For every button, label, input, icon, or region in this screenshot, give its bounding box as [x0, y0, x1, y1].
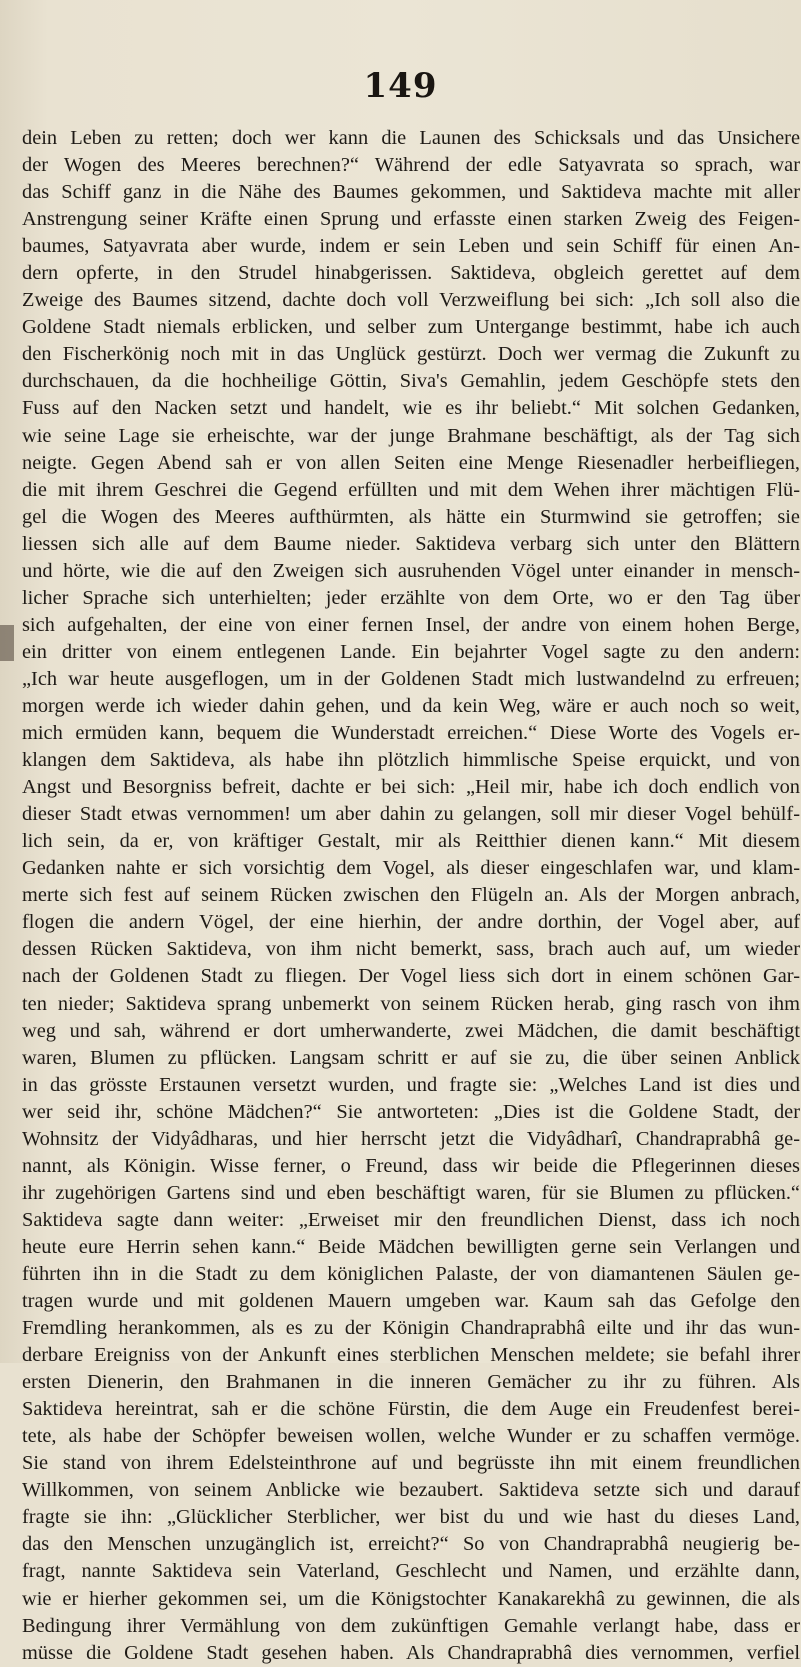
- text-line: und hörte, wie die auf den Zweigen sich ausruhenden Vögel unter einander in mensch-: [22, 559, 800, 582]
- text-line: das Schiff ganz in die Nähe des Baumes gekommen, und Saktideva machte mit aller: [22, 181, 800, 204]
- text-line: lich sein, da er, von kräftiger Gestalt, mir als Reitthier dienen kann.“ Mit diesem: [22, 830, 800, 853]
- text-line: wie seine Lage sie erheischte, war der junge Brahmane beschäftigt, als der Tag sich: [22, 424, 800, 447]
- text-line: Wohnsitz der Vidyâdharas, und hier herrscht jetzt die Vidyâdharî, Chandraprabhâ ge-: [22, 1127, 800, 1150]
- text-line: ihr zugehörigen Gartens sind und eben beschäftigt waren, für sie Blumen zu pflücken.“: [22, 1181, 800, 1204]
- text-line: die mit ihrem Geschrei die Gegend erfüllten und mit dem Wehen ihrer mächtigen Flü-: [22, 478, 800, 501]
- text-line: neigte. Gegen Abend sah er von allen Seiten eine Menge Riesenadler herbeifliegen,: [22, 451, 800, 474]
- text-line: tragen wurde und mit goldenen Mauern umgeben war. Kaum sah das Gefolge den: [22, 1290, 800, 1313]
- text-line: flogen die andern Vögel, der eine hierhin, der andre dorthin, der Vogel aber, auf: [22, 911, 800, 934]
- text-line: tete, als habe der Schöpfer beweisen wollen, welche Wunder er zu schaffen vermöge.: [22, 1425, 800, 1448]
- text-line: morgen werde ich wieder dahin gehen, und da kein Weg, wäre er auch noch so weit,: [22, 694, 800, 717]
- text-line: fragt, nannte Saktideva sein Vaterland, Geschlecht und Namen, und erzählte dann,: [22, 1560, 800, 1583]
- page-number: 149: [363, 66, 438, 106]
- text-line: mich ermüden kann, bequem die Wunderstadt erreichen.“ Diese Worte des Vogels er-: [22, 722, 800, 745]
- text-line: Willkommen, von seinem Anblicke wie bezaubert. Saktideva setzte sich und darauf: [22, 1479, 800, 1502]
- text-line: durchschauen, da die hochheilige Göttin, Siva's Gemahlin, jedem Geschöpfe stets den: [22, 370, 800, 393]
- text-line: das den Menschen unzugänglich ist, erreicht?“ So von Chandraprabhâ neugierig be-: [22, 1533, 800, 1556]
- body-text: [22, 125, 800, 1667]
- page-edge-mark: [0, 625, 14, 661]
- text-line: „Ich war heute ausgeflogen, um in der Goldenen Stadt mich lustwandelnd zu erfreuen;: [22, 667, 800, 690]
- text-line: in das grösste Erstaunen versetzt wurden, und fragte sie: „Welches Land ist dies und: [22, 1073, 800, 1096]
- text-line: Saktideva hereintrat, sah er die schöne Fürstin, die dem Auge ein Freudenfest berei-: [22, 1398, 800, 1421]
- text-line: waren, Blumen zu pflücken. Langsam schritt er auf sie zu, die über seinen Anblick: [22, 1046, 800, 1069]
- text-line: klangen dem Saktideva, als habe ihn plötzlich himmlische Speise erquickt, und von: [22, 749, 800, 772]
- text-line: dessen Rücken Saktideva, von ihm nicht bemerkt, sass, brach auch auf, um wieder: [22, 938, 800, 961]
- text-line: ten nieder; Saktideva sprang unbemerkt von seinem Rücken herab, ging rasch von ihm: [22, 992, 800, 1015]
- text-line: nach der Goldenen Stadt zu fliegen. Der Vogel liess sich dort in einem schönen Gar-: [22, 965, 800, 988]
- text-line: liessen sich alle auf dem Baume nieder. Saktideva verbarg sich unter den Blättern: [22, 532, 800, 555]
- text-line: licher Sprache sich unterhielten; jeder erzählte von dem Orte, wo er den Tag über: [22, 586, 800, 609]
- text-line: führten ihn in die Stadt zu dem königlichen Palaste, der von diamantenen Säulen ge-: [22, 1262, 800, 1285]
- text-line: fragte sie ihn: „Glücklicher Sterblicher, wer bist du und wie hast du dieses Land,: [22, 1506, 800, 1529]
- text-line: Anstrengung seiner Kräfte einen Sprung und erfasste einen starken Zweig des Feigen-: [22, 208, 800, 231]
- text-line: derbare Ereigniss von der Ankunft eines sterblichen Menschen meldete; sie befahl ihrer: [22, 1344, 800, 1367]
- text-line: weg und sah, während er dort umherwanderte, zwei Mädchen, die damit beschäftigt: [22, 1019, 800, 1042]
- text-line: den Fischerkönig noch mit in das Unglück gestürzt. Doch wer vermag die Zukunft zu: [22, 343, 800, 366]
- text-line: heute eure Herrin sehen kann.“ Beide Mädchen bewilligten gerne sein Verlangen und: [22, 1235, 800, 1258]
- text-line: Zweige des Baumes sitzend, dachte doch voll Verzweiflung bei sich: „Ich soll also die: [22, 289, 800, 312]
- text-line: wer seid ihr, schöne Mädchen?“ Sie antworteten: „Dies ist die Goldene Stadt, der: [22, 1100, 800, 1123]
- text-line: Angst und Besorgniss befreit, dachte er bei sich: „Heil mir, habe ich doch endlich von: [22, 776, 800, 799]
- text-line: Fuss auf den Nacken setzt und handelt, wie es ihr beliebt.“ Mit solchen Gedanken,: [22, 397, 800, 420]
- text-line: nannt, als Königin. Wisse ferner, o Freund, dass wir beide die Pflegerinnen dieses: [22, 1154, 800, 1177]
- text-line: Bedingung ihrer Vermählung von dem zukünftigen Gemahle verlangt habe, dass er: [22, 1614, 800, 1637]
- text-line: Fremdling herankommen, als es zu der Königin Chandraprabhâ eilte und ihr das wun-: [22, 1317, 800, 1340]
- text-line: sich aufgehalten, der eine von einer fernen Insel, der andre von einem hohen Berge,: [22, 613, 800, 636]
- text-line: der Wogen des Meeres berechnen?“ Während der edle Satyavrata so sprach, war: [22, 154, 800, 177]
- text-line: gel die Wogen des Meeres aufthürmten, als hätte ein Sturmwind sie getroffen; sie: [22, 505, 800, 528]
- text-line: Goldene Stadt niemals erblicken, und selber zum Untergange bestimmt, habe ich auch: [22, 316, 800, 339]
- text-line: Sie stand von ihrem Edelsteinthrone auf und begrüsste ihn mit einem freundlichen: [22, 1452, 800, 1475]
- text-line: müsse die Goldene Stadt gesehen haben. Als Chandraprabhâ dies vernommen, verfiel: [22, 1641, 800, 1664]
- text-line: dieser Stadt etwas vernommen! um aber dahin zu gelangen, soll mir dieser Vogel behülf-: [22, 803, 800, 826]
- text-line: Gedanken nahte er sich vorsichtig dem Vogel, als dieser eingeschlafen war, und klam-: [22, 857, 800, 880]
- text-line: Saktideva sagte dann weiter: „Erweiset mir den freundlichen Dienst, dass ich noch: [22, 1208, 800, 1231]
- text-line: wie er hierher gekommen sei, um die Königstochter Kanakarekhâ zu gewinnen, die als: [22, 1587, 800, 1610]
- text-line: dein Leben zu retten; doch wer kann die Launen des Schicksals und das Unsichere: [22, 127, 800, 149]
- text-line: dern opferte, in den Strudel hinabgerissen. Saktideva, obgleich gerettet auf dem: [22, 262, 800, 285]
- text-line: ein dritter von einem entlegenen Lande. Ein bejahrter Vogel sagte zu den andern:: [22, 640, 800, 663]
- text-line: baumes, Satyavrata aber wurde, indem er sein Leben und sein Schiff für einen An-: [22, 235, 800, 258]
- text-line: ersten Dienerin, den Brahmanen in die inneren Gemächer zu ihr zu führen. Als: [22, 1371, 800, 1394]
- text-line: merte sich fest auf seinem Rücken zwischen den Flügeln an. Als der Morgen anbrach,: [22, 884, 800, 907]
